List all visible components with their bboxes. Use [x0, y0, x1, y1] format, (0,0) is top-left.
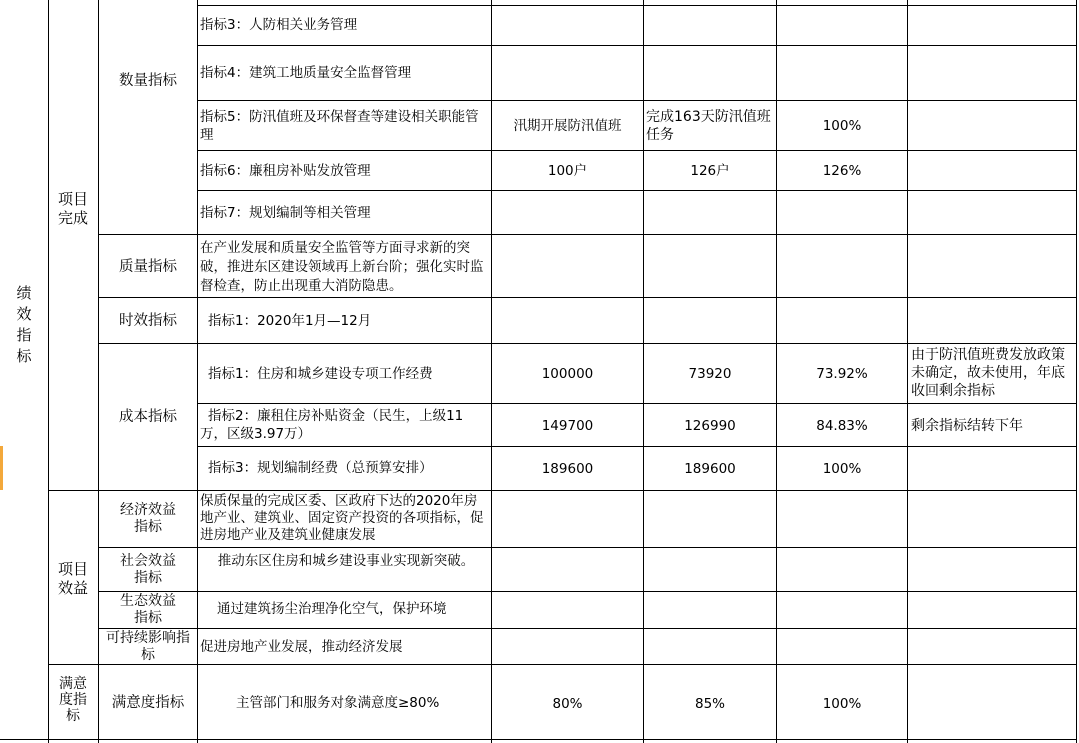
- grid-line: [48, 0, 49, 743]
- target-q5: 汛期开展防汛值班: [513, 118, 622, 134]
- category-ecological: 生态效益指标: [120, 593, 176, 626]
- actual-cost3: 189600: [684, 461, 736, 477]
- grid-line: [197, 100, 1077, 101]
- grid-line: [1076, 0, 1077, 743]
- actual-q6: 126户: [690, 163, 730, 179]
- indicator-satisfaction: 主管部门和服务对象满意度≥80%: [236, 695, 440, 711]
- category-satisfaction: 满意度指标: [111, 695, 185, 711]
- indicator-q3: 指标3：人防相关业务管理: [200, 17, 358, 33]
- category-timeliness: 时效指标: [119, 313, 177, 329]
- grid-line: [98, 0, 99, 743]
- target-cost3: 189600: [541, 461, 594, 477]
- indicator-cost3: 指标3：规划编制经费（总预算安排）: [208, 460, 433, 476]
- category-sustainable: 可持续影响指标: [106, 630, 190, 663]
- grid-line: [98, 591, 1077, 592]
- grid-line: [98, 547, 1077, 548]
- rate-q6: 126%: [822, 163, 862, 179]
- category-social: 社会效益指标: [120, 553, 176, 586]
- indicator-social: 推动东区住房和城乡建设事业实现新突破。: [217, 553, 475, 569]
- section-label-satisfaction: 满意度指标: [59, 676, 87, 724]
- section-label-benefit: 项目效益: [57, 560, 88, 597]
- rate-cost1: 73.92%: [816, 366, 868, 382]
- grid-line: [0, 739, 1077, 740]
- indicator-time1: 指标1：2020年1月—12月: [208, 313, 372, 329]
- rate-satisfaction: 100%: [822, 696, 862, 712]
- indicator-q6: 指标6：廉租房补贴发放管理: [200, 163, 371, 179]
- grid-line: [48, 664, 1077, 665]
- actual-cost2: 126990: [684, 418, 736, 434]
- grid-line: [197, 190, 1077, 191]
- target-satisfaction: 80%: [552, 696, 583, 712]
- rate-q5: 100%: [822, 118, 862, 134]
- indicator-quality: 在产业发展和质量安全监管等方面寻求新的突破，推进东区建设领域再上新台阶；强化实时监督检查，防止出现重大消防隐患。: [200, 240, 484, 294]
- category-economic: 经济效益指标: [120, 502, 176, 535]
- category-quality: 质量指标: [119, 259, 177, 275]
- target-cost1: 100000: [541, 366, 594, 382]
- actual-q5: 完成163天防汛值班任务: [646, 109, 771, 143]
- grid-line: [98, 297, 1077, 298]
- grid-line: [197, 150, 1077, 151]
- category-quantity: 数量指标: [119, 73, 177, 89]
- indicator-cost2: 指标2：廉租住房补贴资金（民生，上级11万，区级3.97万）: [200, 408, 464, 442]
- rate-cost3: 100%: [822, 461, 862, 477]
- grid-line: [197, 0, 198, 743]
- section-label-completion: 项目完成: [57, 190, 88, 227]
- grid-line: [907, 0, 908, 743]
- indicator-q4: 指标4：建筑工地质量安全监督管理: [200, 65, 412, 81]
- indicator-sustainable: 促进房地产业发展，推动经济发展: [200, 639, 403, 655]
- grid-line: [98, 234, 1077, 235]
- category-cost: 成本指标: [119, 409, 177, 425]
- grid-line: [98, 628, 1077, 629]
- note-cost2: 剩余指标结转下年: [911, 418, 1023, 434]
- grid-line: [197, 5, 1077, 6]
- indicator-cost1: 指标1：住房和城乡建设专项工作经费: [208, 366, 433, 382]
- indicator-ecological: 通过建筑扬尘治理净化空气，保护环境: [217, 601, 447, 617]
- grid-line: [197, 446, 1077, 447]
- indicator-economic: 保质保量的完成区委、区政府下达的2020年房地产业、建筑业、固定资产投资的各项指标，促进房地产业及建筑业健康发展: [200, 493, 484, 543]
- grid-line: [197, 403, 1077, 404]
- selection-marker: [0, 446, 3, 490]
- actual-cost1: 73920: [688, 366, 732, 382]
- note-cost1: 由于防汛值班费发放政策未确定，故未使用，年底收回剩余指标: [911, 347, 1065, 399]
- actual-satisfaction: 85%: [694, 696, 725, 712]
- target-cost2: 149700: [541, 418, 594, 434]
- grid-line: [48, 490, 1077, 491]
- target-q6: 100户: [547, 163, 588, 179]
- grid-line: [197, 45, 1077, 46]
- indicator-q7: 指标7：规划编制等相关管理: [200, 205, 371, 221]
- grid-line: [98, 343, 1077, 344]
- group-label-performance: 绩效指标: [16, 284, 32, 365]
- rate-cost2: 84.83%: [816, 418, 868, 434]
- indicator-q5: 指标5：防汛值班及环保督查等建设相关职能管理: [200, 109, 479, 143]
